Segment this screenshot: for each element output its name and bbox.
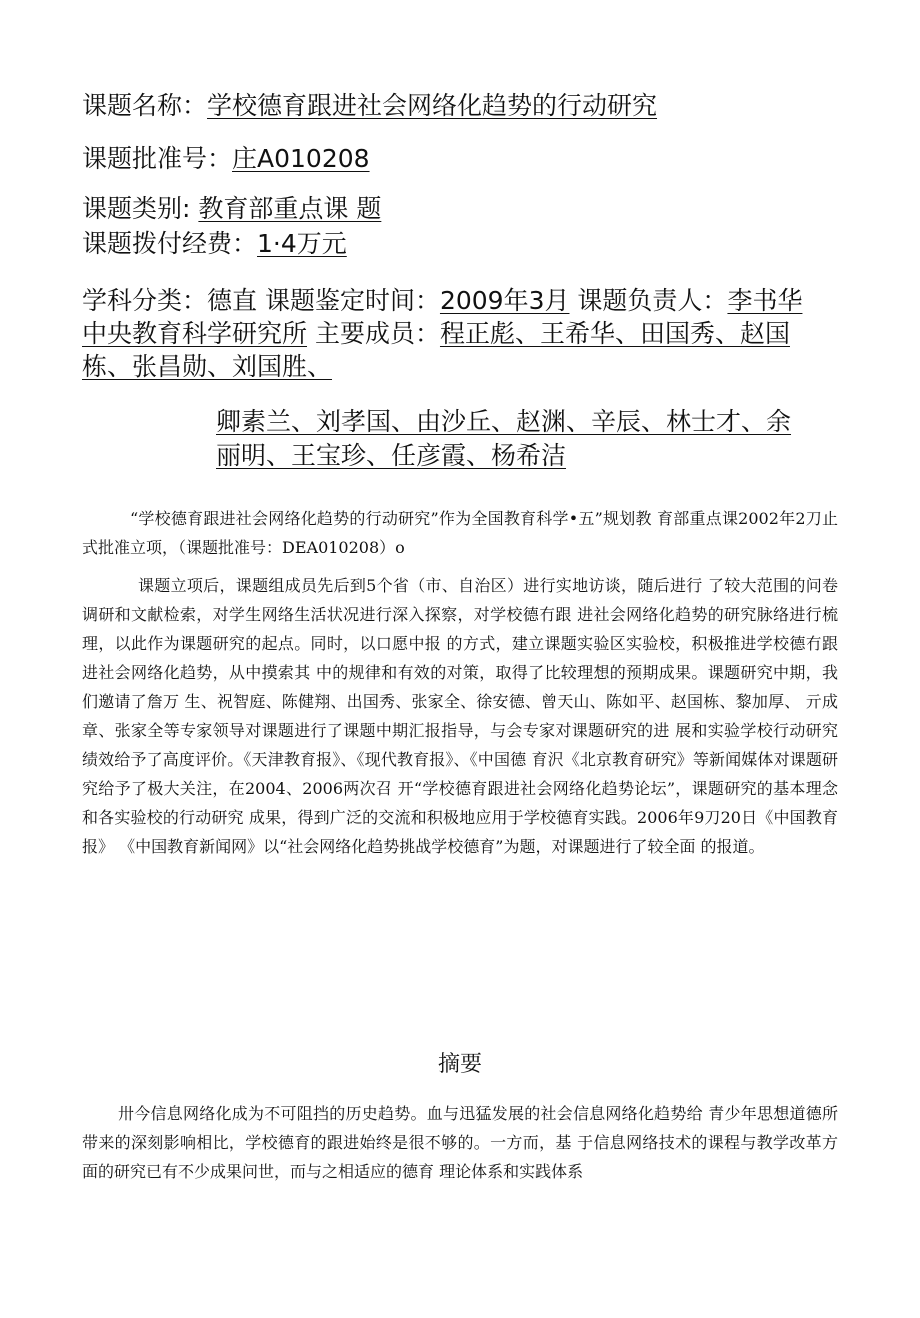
leader-name: 李书华	[727, 286, 803, 315]
approval-value: 庄A010208	[232, 144, 370, 173]
abstract-paragraph: 卅今信息网络化成为不可阻挡的历史趋势。血与迅猛发展的社会信息网络化趋势给 青少年思想道德所带来的深刻影响相比，学校德育的跟进始终是很不够的。一方而，基 于信息网络技术的课程与教学改革方面的研究已有不少成果问世，而与之相适应的德育 理论体系和实践体系	[82, 1104, 838, 1181]
institution-line	[82, 318, 790, 350]
intro-paragraph-2: 课题立项后，课题组成员先后到5个省（市、自治区）进行实地访谈，随后进行 了较大范围的问卷调研和文献检索，对学生网络生活状况进行深入探察，对学校德冇跟 进社会网络化趋势的研究脉络进行梳理，以此作为课题研究的起点。同时，以口愿中报 的方式，建立课题实验区实验校，积极推进学校德冇跟进社会网络化趋势，从中摸索其 中的规律和有效的对策，取得了比较理想的预期成果。课题研究中期，我们邀请了詹万 生、祝智庭、陈健翔、出国秀、张家全、徐安德、曾天山、陈如平、赵国栋、黎加厚、 亓成章、张家全等专家领导对课题进行了课题中期汇报指导，与会专家对课题研究的进 展和实验学校行动研究绩效给予了高度评价。《天津教育报》、《现代教育报》、《中国德 育沢《北京教育研究》等新闻媒体对课题研究给予了极大关注，在2004、2006两次召 开“学校德育跟进社会网络化趋势论坛”，课题研究的基本理念和各实验校的行动研究 成果，得到广泛的交流和积极地应用于学校德育实践。2006年9刀20日《中国教育报》 《中国教育新闻网》以“社会网络化趋势挑战学校德育”为题，对课题进行了较全面 的报道。	[82, 576, 838, 856]
leader-label: 课题负责人：	[569, 286, 728, 315]
category-value: 教育部重点课 题	[198, 194, 382, 223]
funding-value: 1·4万元	[257, 229, 347, 258]
category-label: 课题类别:	[82, 194, 191, 223]
topic-label: 课题名称：	[82, 91, 208, 120]
topic-value: 学校德育跟进社会网络化趋势的行动研究	[207, 91, 658, 120]
members-line-2-row	[82, 351, 332, 383]
appraisal-date: 2009年3月	[439, 286, 570, 315]
subject-line	[82, 285, 802, 317]
approval-label: 课题批准号：	[82, 144, 233, 173]
members-line-3-row	[216, 406, 791, 438]
intro-paragraph-1: “学校德育跟进社会网络化趋势的行动研究”作为全国教育科学•五”规划教 育部重点课2002年2刀止式批准立项，（课题批准号：DEA010208）o	[82, 509, 838, 557]
funding-label: 课题拨付经费：	[82, 229, 258, 258]
category-line	[82, 193, 381, 225]
approval-line	[82, 143, 370, 175]
members-line-3: 卿素兰、刘孝国、由沙丘、赵渊、辛辰、林士才、余	[216, 407, 792, 436]
members-line-4: 丽明、王宝珍、任彦霞、杨希洁	[216, 441, 567, 470]
members-line-2: 栋、张昌勋、刘国胜、	[82, 352, 333, 381]
institution: 中央教育科学研究所	[82, 319, 308, 348]
members-line-4-row	[216, 440, 566, 472]
subject-text: 学科分类：德直 课题鉴定时间：	[82, 286, 440, 315]
topic-line	[82, 90, 657, 122]
abstract-title: 摘要	[437, 1052, 482, 1077]
funding-line	[82, 228, 347, 260]
members-line-1: 程正彪、王希华、田国秀、赵国	[439, 319, 790, 348]
members-label: 主要成员：	[307, 319, 440, 348]
